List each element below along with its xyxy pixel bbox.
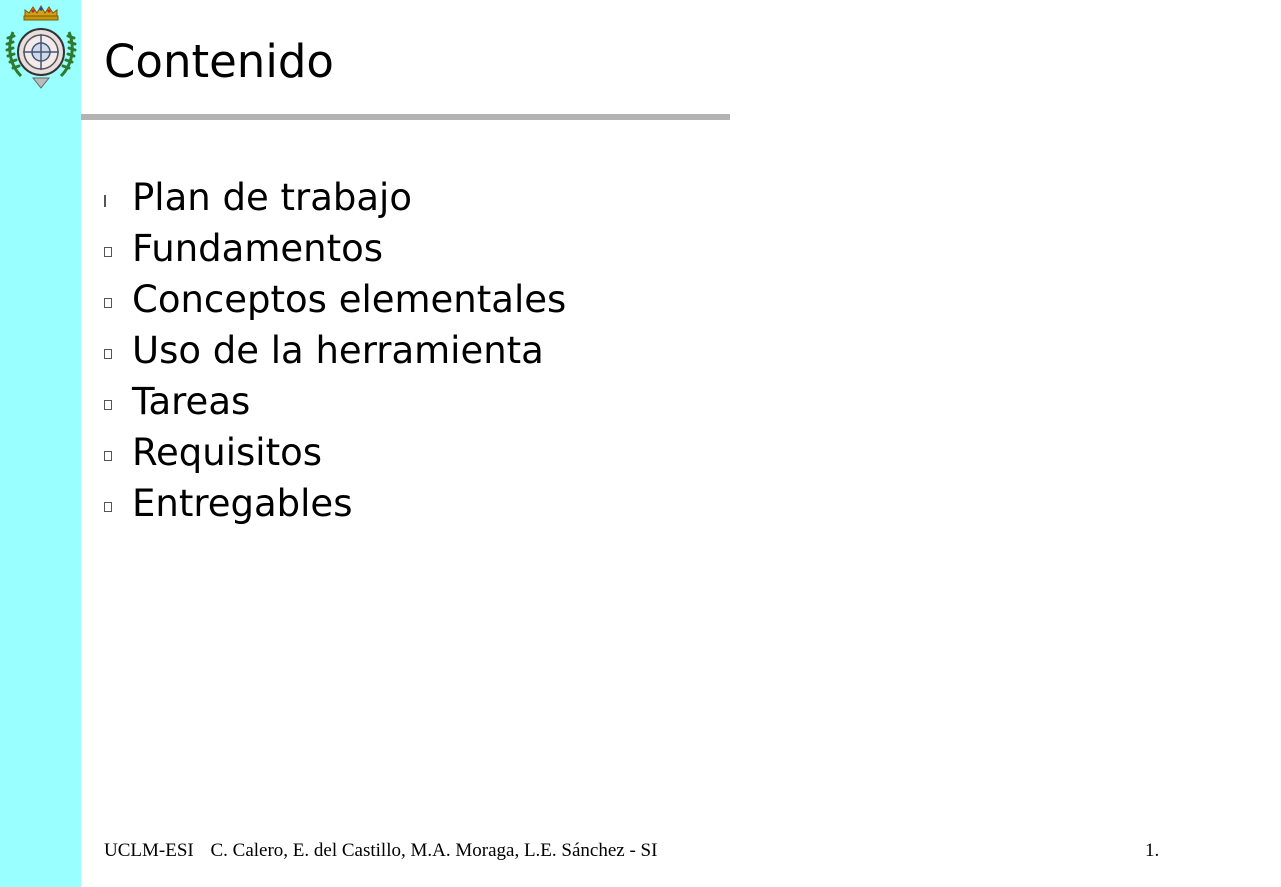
bullet-marker-icon [104, 397, 132, 410]
list-item-label: Uso de la herramienta [132, 329, 544, 372]
list-item-label: Entregables [132, 482, 353, 525]
footer-authors: C. Calero, E. del Castillo, M.A. Moraga, L.E. Sánchez - SI [210, 840, 658, 861]
bullet-marker-icon [104, 346, 132, 359]
list-item [104, 382, 1004, 433]
bullet-marker-icon [104, 244, 132, 257]
bullet-marker-icon [104, 499, 132, 512]
list-item-label: Requisitos [132, 431, 323, 474]
bullet-marker-icon [104, 295, 132, 308]
slide-side-band [0, 0, 81, 887]
list-item-label: Fundamentos [132, 227, 383, 270]
list-item [104, 280, 1004, 331]
list-item-label: Tareas [132, 380, 251, 423]
list-item [104, 433, 1004, 484]
list-item [104, 331, 1004, 382]
bullet-marker-icon [104, 448, 132, 461]
bullet-marker-icon [104, 193, 132, 207]
list-item [104, 229, 1004, 280]
list-item [104, 484, 1004, 535]
footer-organization: UCLM-ESI [104, 840, 194, 861]
list-item-label: Conceptos elementales [132, 278, 567, 321]
page-title: Contenido [104, 35, 334, 88]
uclm-crest-logo [3, 2, 79, 92]
title-divider [81, 114, 730, 120]
page-number: 1. [1145, 840, 1160, 861]
list-item-label: Plan de trabajo [132, 176, 412, 219]
content-bullet-list [104, 178, 1004, 535]
slide-footer [104, 840, 657, 862]
list-item [104, 178, 1004, 229]
